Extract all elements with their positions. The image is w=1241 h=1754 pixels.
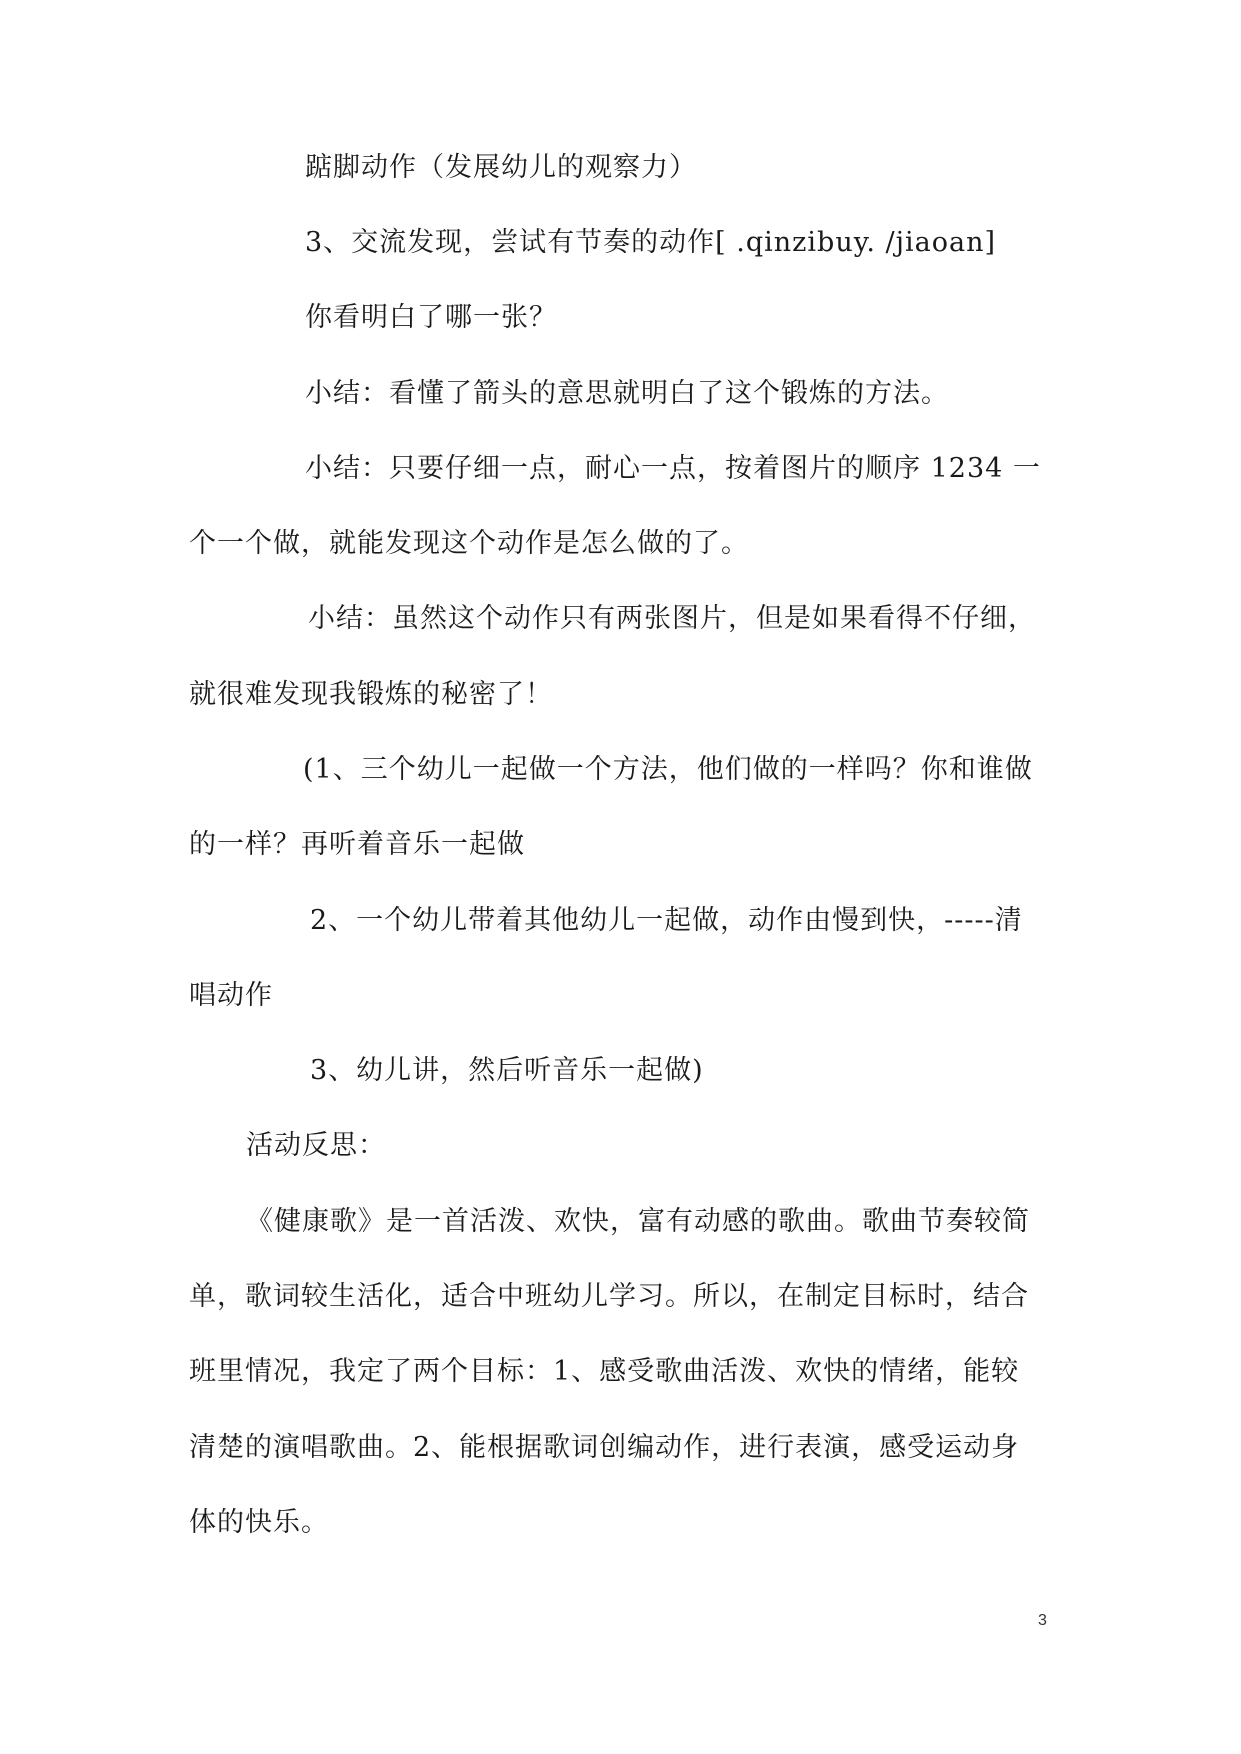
text-line-11: 2、一个幼儿带着其他幼儿一起做，动作由慢到快，-----清 [310, 905, 1023, 936]
text-line-14: 活动反思： [246, 1130, 386, 1161]
text-line-6: 个一个做，就能发现这个动作是怎么做的了。 [189, 528, 749, 559]
text-line-9: (1、三个幼儿一起做一个方法，他们做的一样吗？你和谁做 [303, 754, 1033, 785]
text-line-4: 小结：看懂了箭头的意思就明白了这个锻炼的方法。 [305, 378, 949, 409]
text-line-12: 唱动作 [189, 980, 273, 1011]
text-line-7: 小结：虽然这个动作只有两张图片，但是如果看得不仔细， [308, 603, 1036, 634]
text-line-13: 3、幼儿讲，然后听音乐一起做) [310, 1055, 704, 1086]
text-line-15: 《健康歌》是一首活泼、欢快，富有动感的歌曲。歌曲节奏较简 [246, 1206, 1030, 1237]
text-line-3: 你看明白了哪一张？ [305, 302, 557, 333]
text-line-2: 3、交流发现，尝试有节奏的动作[ .qinzibuy. /jiaoan] [305, 227, 997, 258]
text-line-16: 单，歌词较生活化，适合中班幼儿学习。所以，在制定目标时，结合 [189, 1281, 1029, 1312]
text-line-17: 班里情况，我定了两个目标：1、感受歌曲活泼、欢快的情绪，能较 [189, 1356, 1020, 1387]
page-number: 3 [1038, 1612, 1047, 1629]
text-line-19: 体的快乐。 [189, 1507, 329, 1538]
text-line-5: 小结：只要仔细一点，耐心一点，按着图片的顺序 1234 一 [305, 453, 1041, 484]
text-line-18: 清楚的演唱歌曲。2、能根据歌词创编动作，进行表演，感受运动身 [189, 1432, 1020, 1463]
text-line-1: 踮脚动作（发展幼儿的观察力） [305, 152, 697, 183]
text-line-10: 的一样？再听着音乐一起做 [189, 829, 525, 860]
text-line-8: 就很难发现我锻炼的秘密了！ [189, 679, 553, 710]
